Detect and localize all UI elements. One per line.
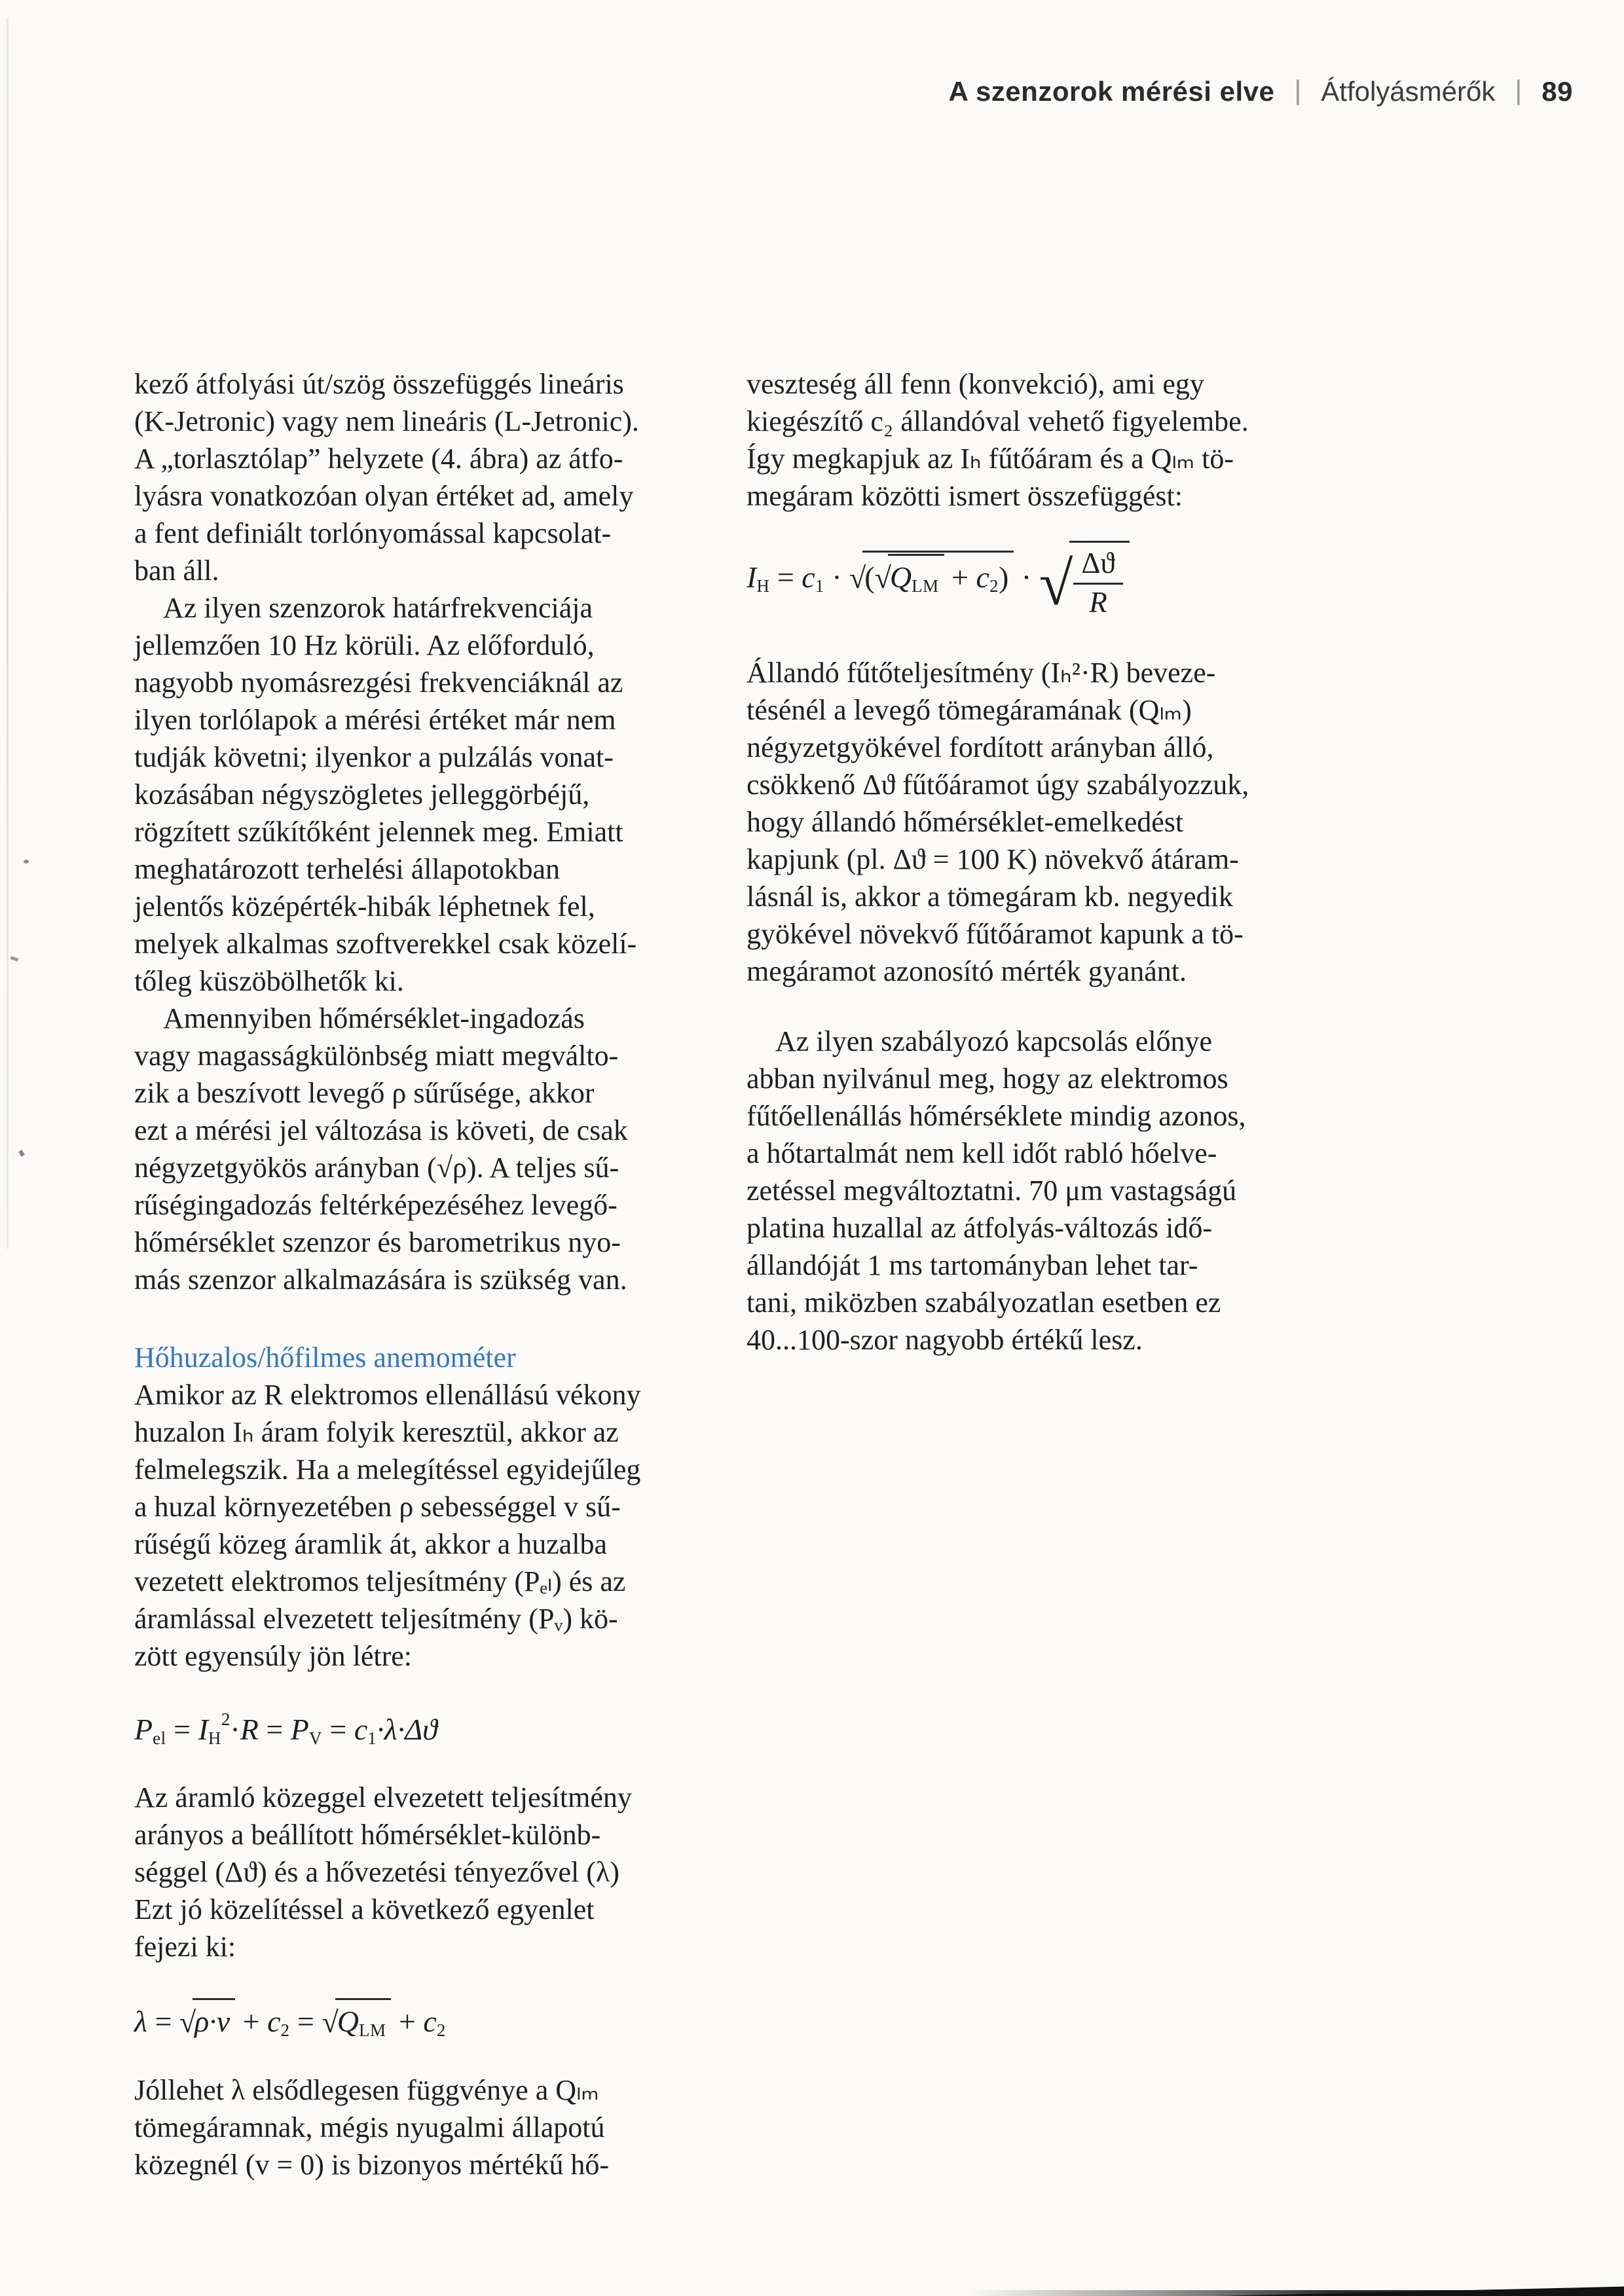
formula-electric-power (134, 1707, 704, 1750)
math-expr: ·λ·Δϑ (377, 1713, 437, 1746)
text-line: gyökével növekvő fűtőáramot kapunk a tö- (747, 917, 1244, 950)
math-var: λ (134, 2005, 147, 2039)
text-line: tudják követni; ilyenkor a pulzálás vonat- (134, 741, 614, 773)
math-op: + (235, 2005, 268, 2039)
math-var: R (240, 1713, 259, 1746)
radicand: ρ·v (193, 1998, 235, 2042)
text-line: A „torlasztólap” helyzete (4. ábra) az átfo- (134, 443, 623, 475)
text-line: vezetett elektromos teljesítmény (Pₑₗ) és az (134, 1565, 626, 1597)
text-line: Az áramló közeggel elvezetett teljesítmény (134, 1781, 632, 1814)
scan-speck (18, 1150, 25, 1157)
text-line: a huzal környezetében ρ sebességgel v sű- (134, 1491, 621, 1523)
text-line: tőleg küszöbölhetők ki. (134, 965, 404, 997)
text-line: kiegészítő c₂ állandóval vehető figyelembe. (747, 405, 1249, 437)
math-op: = (147, 2005, 179, 2039)
text-line: tani, miközben szabályozatlan esetben ez (747, 1286, 1221, 1319)
text-line: séggel (Δϑ) és a hővezetési tényezővel (λ) (134, 1856, 619, 1889)
right-column (747, 365, 1362, 1358)
text-line: csökkenő Δϑ fűtőáramot úgy szabályozzuk, (747, 768, 1249, 801)
text-line: nagyobb nyomásrezgési frekvenciáknál az (134, 666, 623, 699)
math-var: P (290, 1713, 309, 1746)
math-op: = (769, 560, 802, 594)
math-var: Q (889, 560, 912, 594)
paragraph (747, 654, 1362, 990)
text-line: 40...100-szor nagyobb értékű lesz. (747, 1323, 1143, 1356)
math-op: = (322, 1713, 354, 1746)
math-op: · (230, 1713, 240, 1746)
text-line: vagy magasságkülönbség miatt megválto- (134, 1040, 619, 1072)
text-line: tésénél a levegő tömegáramának (Qₗₘ) (747, 693, 1192, 726)
text-line: (K-Jetronic) vagy nem lineáris (L-Jetronic). (134, 405, 639, 437)
math-var: c (354, 1713, 368, 1746)
text-line: négyzetgyökével fordított arányban álló, (747, 731, 1214, 763)
text-line: Állandó fűtőteljesítmény (Iₕ²·R) beveze- (747, 656, 1216, 689)
text-line: tömegáramnak, mégis nyugalmi állapotú (134, 2111, 605, 2143)
text-line: zetéssel megváltoztatni. 70 μm vastagságú (747, 1174, 1237, 1207)
formula-heat-conduction (134, 1998, 704, 2042)
math-sub: 2 (280, 2020, 290, 2041)
paragraph (134, 2071, 704, 2183)
math-op: = (289, 2005, 322, 2039)
radicand (335, 1998, 392, 2042)
text-line: huzalon Iₕ áram folyik keresztül, akkor az (134, 1416, 619, 1448)
chapter-title: A szenzorok mérési elve (948, 76, 1275, 107)
text-line: veszteség áll fenn (konvekció), ami egy (747, 368, 1204, 400)
left-column (134, 365, 704, 2183)
paragraph (134, 589, 704, 1000)
text-line: Az ilyen szabályozó kapcsolás előnye (747, 1025, 1213, 1057)
text-line: ilyen torlólapok a mérési értéket már nem (134, 704, 616, 736)
math-sub: 1 (815, 575, 824, 596)
math-var: c (267, 2005, 281, 2039)
text-line: ezt a mérési jel változása is követi, de csak (134, 1114, 628, 1146)
text-line: jellemzően 10 Hz körüli. Az előforduló, (134, 629, 595, 661)
running-head (949, 76, 1574, 107)
radical-icon: √ (874, 560, 891, 594)
text-line: fűtőellenállás hőmérséklete mindig azonos, (747, 1099, 1246, 1132)
paragraph (747, 1023, 1362, 1358)
math-sub: H (208, 1728, 221, 1748)
paragraph (134, 1000, 704, 1298)
radicand (862, 551, 1014, 598)
text-line: állandóját 1 ms tartományban lehet tar- (747, 1248, 1198, 1281)
math-sub: V (308, 1728, 322, 1748)
sqrt-group (849, 551, 1014, 598)
math-paren: ) (998, 560, 1009, 594)
sqrt-group (179, 1998, 235, 2042)
text-line: ban áll. (134, 555, 219, 587)
formula-heating-current (747, 541, 1362, 620)
fraction-denominator: R (1089, 585, 1107, 619)
math-paren: ( (864, 560, 875, 594)
text-line: kapjunk (pl. Δϑ = 100 K) növekvő átáram- (747, 843, 1239, 875)
subsection-heading: Hőhuzalos/hőfilmes anemométer (134, 1341, 516, 1374)
math-sub: LM (912, 575, 939, 596)
text-line: abban nyilvánul meg, hogy az elektromos (747, 1062, 1228, 1095)
math-sub: LM (358, 2020, 386, 2041)
radicand (888, 554, 944, 598)
text-line: rűségű közeg áramlik át, akkor a huzalba (134, 1528, 608, 1560)
math-op: = (166, 1713, 198, 1746)
radical-icon: √ (849, 560, 866, 594)
divider: | (1294, 75, 1302, 105)
fraction (1073, 547, 1122, 620)
math-op: = (258, 1713, 291, 1746)
text-line: hőmérséklet szenzor és barometrikus nyo- (134, 1226, 621, 1258)
math-op: + (391, 2005, 424, 2039)
text-line: Jóllehet λ elsődlegesen függvénye a Qₗₘ (134, 2073, 599, 2106)
text-line: megáramot azonosító mérték gyanánt. (747, 955, 1187, 987)
text-line: Az ilyen szenzorok határfrekvenciája (134, 592, 593, 624)
text-line: áramlással elvezetett teljesítmény (Pᵥ) kö- (134, 1603, 618, 1635)
paragraph (134, 1376, 704, 1675)
math-sup: 2 (221, 1709, 231, 1729)
sqrt-group (322, 1998, 391, 2042)
text-line: megáram közötti ismert összefüggést: (747, 480, 1183, 512)
page-number: 89 (1541, 76, 1573, 107)
text-line: négyzetgyökös arányban (√ρ). A teljes sű- (134, 1152, 619, 1184)
radicand (1069, 541, 1129, 620)
fraction-numerator: Δϑ (1073, 547, 1122, 585)
text-line: lyásra vonatkozóan olyan értéket ad, amely (134, 480, 634, 512)
radical-icon: √ (322, 2005, 339, 2039)
math-var: c (423, 2005, 437, 2039)
sqrt-group: √ $\frac{\Delta ϑ}{R}$ (1039, 541, 1130, 620)
math-var: I (198, 1713, 208, 1746)
text-line: rögzített szűkítőként jelennek meg. Emiatt (134, 816, 623, 848)
text-line: Így megkapjuk az Iₕ fűtőáram és a Qₗₘ tö- (747, 443, 1234, 475)
scan-edge-line (7, 18, 9, 1249)
math-op: · (1014, 560, 1039, 594)
scan-speck (10, 956, 19, 962)
section-title: Átfolyásmérők (1321, 76, 1496, 107)
text-line: Ezt jó közelítéssel a következő egyenlet (134, 1893, 595, 1926)
text-line: kező átfolyási út/szög összefüggés lineáris (134, 368, 624, 400)
text-line: meghatározott terhelési állapotokban (134, 853, 560, 885)
text-line: kozásában négyszögletes jelleggörbéjű, (134, 778, 590, 811)
paragraph (747, 365, 1362, 515)
math-var: I (747, 560, 757, 594)
text-line: közegnél (v = 0) is bizonyos mértékű hő- (134, 2148, 609, 2181)
math-sub: el (153, 1728, 166, 1748)
math-var: c (802, 560, 815, 594)
divider: | (1515, 75, 1522, 105)
scan-speck (24, 860, 29, 864)
math-op: + (944, 560, 976, 594)
text-line: jelentős középérték-hibák léphetnek fel, (134, 890, 595, 922)
paragraph (134, 365, 704, 589)
text-line: fejezi ki: (134, 1931, 236, 1963)
math-var: Q (337, 2005, 359, 2039)
math-var: c (976, 560, 989, 594)
text-line: Amikor az R elektromos ellenállású vékony (134, 1379, 641, 1411)
math-op: · (824, 560, 850, 594)
math-sub: 1 (367, 1728, 377, 1748)
text-line: melyek alkalmas szoftverekkel csak közelí- (134, 928, 637, 960)
text-line: felmelegszik. Ha a melegítéssel egyidejűleg (134, 1453, 641, 1485)
paragraph (134, 1779, 704, 1965)
text-line: platina huzallal az átfolyás-változás idő- (747, 1211, 1213, 1244)
text-line: Amennyiben hőmérséklet-ingadozás (134, 1002, 585, 1034)
math-sub: H (756, 575, 770, 596)
math-sub: 2 (436, 2020, 446, 2041)
text-line: más szenzor alkalmazására is szükség van. (134, 1264, 627, 1296)
text-line: zött egyensúly jön létre: (134, 1640, 412, 1672)
radical-icon: √ (179, 2005, 196, 2039)
text-line: hogy állandó hőmérséklet-emelkedést (747, 805, 1184, 838)
text-line: zik a beszívott levegő ρ sűrűsége, akkor (134, 1077, 595, 1109)
text-line: rűségingadozás feltérképezéséhez levegő- (134, 1189, 618, 1221)
text-line: a hőtartalmát nem kell időt rabló hőelve- (747, 1137, 1217, 1169)
sqrt-group (875, 554, 944, 598)
text-line: a fent definiált torlónyomással kapcsolat- (134, 517, 612, 549)
math-sub: 2 (989, 575, 999, 596)
text-line: lásnál is, akkor a tömegáram kb. negyedik (747, 880, 1233, 913)
text-line: arányos a beállított hőmérséklet-különb- (134, 1819, 601, 1851)
math-var: P (134, 1713, 153, 1746)
